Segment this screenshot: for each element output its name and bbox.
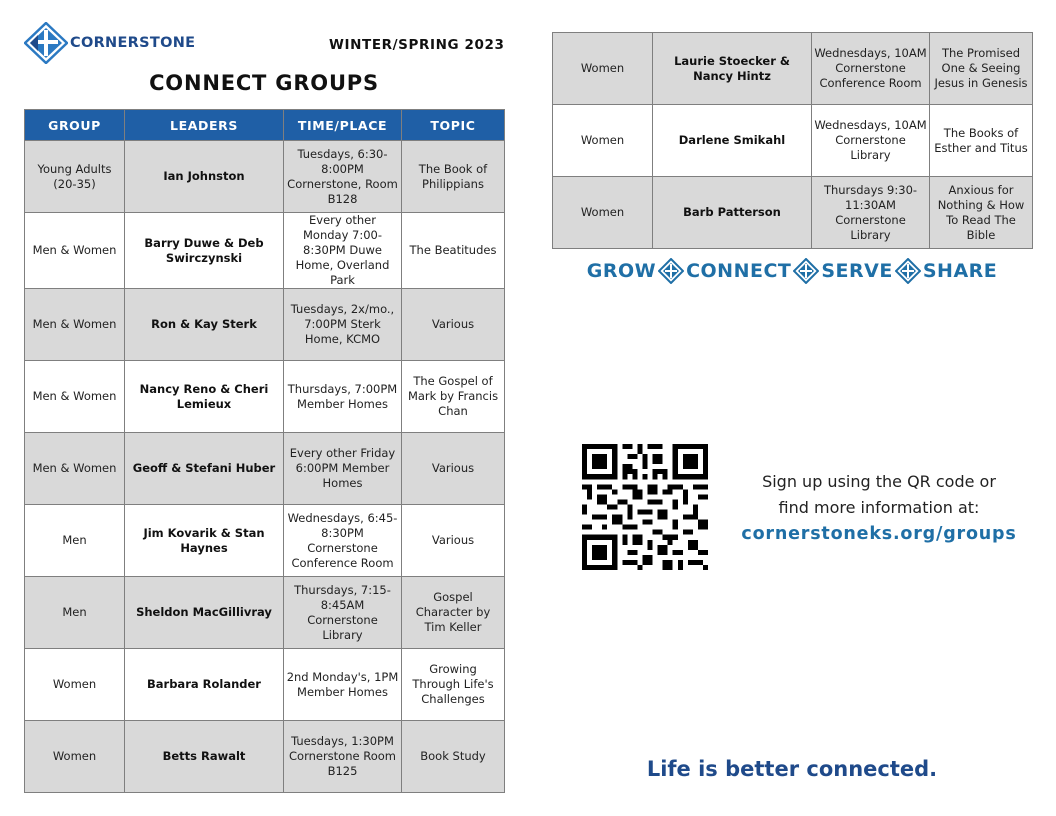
footer-slogan: Life is better connected.: [646, 757, 938, 781]
tagline-word-share: SHARE: [922, 260, 998, 282]
table-row: [25, 433, 505, 505]
leaders-cell: Barry Duwe & Deb Swirczynski: [125, 213, 284, 289]
tagline-word-serve: SERVE: [821, 260, 893, 282]
time-place-cell: Tuesdays, 2x/mo., 7:00PM Sterk Home, KCMO: [284, 289, 402, 361]
groups-url-link[interactable]: cornerstoneks.org/groups: [741, 524, 1017, 544]
time-place-cell: Every other Monday 7:00-8:30PM Duwe Home, Overland Park: [284, 213, 402, 289]
group-cell: Men & Women: [25, 433, 125, 505]
time-place-cell: Thursdays, 7:15-8:45AM Cornerstone Library: [284, 577, 402, 649]
group-cell: Women: [553, 177, 653, 249]
group-cell: Men & Women: [25, 361, 125, 433]
topic-cell: Book Study: [402, 721, 505, 793]
time-place-cell: Tuesdays, 1:30PM Cornerstone Room B125: [284, 721, 402, 793]
group-cell: Men & Women: [25, 213, 125, 289]
leaders-cell: Nancy Reno & Cheri Lemieux: [125, 361, 284, 433]
table-row: [25, 289, 505, 361]
table-row: [25, 141, 505, 213]
topic-cell: The Beatitudes: [402, 213, 505, 289]
table-header-row: [25, 110, 505, 141]
table-row: [25, 649, 505, 721]
topic-cell: The Promised One & Seeing Jesus in Genesis: [930, 33, 1033, 105]
time-place-cell: Every other Friday 6:00PM Member Homes: [284, 433, 402, 505]
topic-cell: Various: [402, 433, 505, 505]
connect-groups-table-continued: [552, 32, 1033, 249]
signup-info: [720, 469, 1038, 547]
table-row: [553, 177, 1033, 249]
tagline-word-connect: CONNECT: [686, 260, 792, 282]
leaders-cell: Sheldon MacGillivray: [125, 577, 284, 649]
leaders-cell: Darlene Smikahl: [653, 105, 812, 177]
topic-cell: Anxious for Nothing & How To Read The Bible: [930, 177, 1033, 249]
leaders-cell: Barb Patterson: [653, 177, 812, 249]
season-label: WINTER/SPRING 2023: [329, 37, 505, 53]
leaders-cell: Barbara Rolander: [125, 649, 284, 721]
tagline: [552, 258, 1032, 284]
group-cell: Men: [25, 505, 125, 577]
time-place-cell: 2nd Monday's, 1PM Member Homes: [284, 649, 402, 721]
connect-groups-table: [24, 109, 505, 793]
topic-cell: Various: [402, 505, 505, 577]
page-title: CONNECT GROUPS: [149, 71, 379, 95]
cornerstone-cross-logo-icon: [24, 22, 68, 64]
leaders-cell: Laurie Stoecker & Nancy Hintz: [653, 33, 812, 105]
column-header-leaders: LEADERS: [125, 110, 284, 141]
table-row: [25, 361, 505, 433]
time-place-cell: Tuesdays, 6:30-8:00PM Cornerstone, Room B128: [284, 141, 402, 213]
leaders-cell: Geoff & Stefani Huber: [125, 433, 284, 505]
group-cell: Women: [553, 33, 653, 105]
leaders-cell: Jim Kovarik & Stan Haynes: [125, 505, 284, 577]
topic-cell: Gospel Character by Tim Keller: [402, 577, 505, 649]
time-place-cell: Thursdays, 7:00PM Member Homes: [284, 361, 402, 433]
leaders-cell: Betts Rawalt: [125, 721, 284, 793]
qr-code-icon[interactable]: [582, 444, 708, 570]
signup-line-2: find more information at:: [778, 498, 980, 517]
cornerstone-cross-icon: [656, 258, 686, 284]
group-cell: Men & Women: [25, 289, 125, 361]
topic-cell: The Book of Philippians: [402, 141, 505, 213]
cornerstone-cross-icon: [791, 258, 821, 284]
time-place-cell: Thursdays 9:30-11:30AM Cornerstone Library: [812, 177, 930, 249]
table-row: [553, 105, 1033, 177]
topic-cell: Growing Through Life's Challenges: [402, 649, 505, 721]
column-header-topic: TOPIC: [402, 110, 505, 141]
group-cell: Women: [25, 649, 125, 721]
topic-cell: The Books of Esther and Titus: [930, 105, 1033, 177]
column-header-group: GROUP: [25, 110, 125, 141]
cornerstone-cross-icon: [893, 258, 923, 284]
cornerstone-logo: [24, 22, 195, 64]
topic-cell: The Gospel of Mark by Francis Chan: [402, 361, 505, 433]
table-row: [25, 577, 505, 649]
group-cell: Men: [25, 577, 125, 649]
column-header-time-place: TIME/PLACE: [284, 110, 402, 141]
signup-line-1: Sign up using the QR code or: [762, 472, 996, 491]
table-row: [25, 505, 505, 577]
time-place-cell: Wednesdays, 10AM Cornerstone Conference Room: [812, 33, 930, 105]
topic-cell: Various: [402, 289, 505, 361]
group-cell: Women: [25, 721, 125, 793]
brand-name: CORNERSTONE: [70, 35, 196, 51]
table-row: [553, 33, 1033, 105]
group-cell: Women: [553, 105, 653, 177]
time-place-cell: Wednesdays, 6:45-8:30PM Cornerstone Conference Room: [284, 505, 402, 577]
table-row: [25, 213, 505, 289]
table-row: [25, 721, 505, 793]
tagline-word-grow: GROW: [586, 260, 657, 282]
leaders-cell: Ron & Kay Sterk: [125, 289, 284, 361]
leaders-cell: Ian Johnston: [125, 141, 284, 213]
group-cell: Young Adults (20-35): [25, 141, 125, 213]
time-place-cell: Wednesdays, 10AM Cornerstone Library: [812, 105, 930, 177]
